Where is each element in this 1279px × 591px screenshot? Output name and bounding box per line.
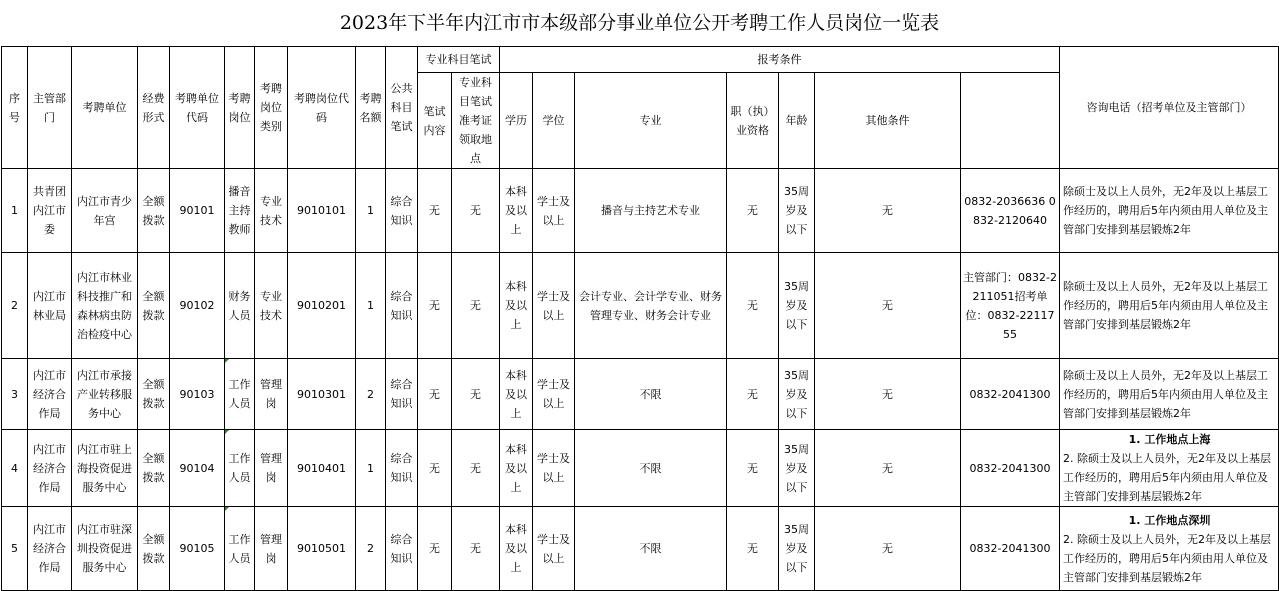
cell-education: 本科及以上 <box>500 359 533 430</box>
cell-degree: 学士及以上 <box>533 253 575 359</box>
cell-post-code: 9010401 <box>288 430 356 507</box>
cell-funding: 全额拨款 <box>138 169 170 253</box>
cell-education: 本科及以上 <box>500 430 533 507</box>
cell-ticket-place: 无 <box>452 430 500 507</box>
cell-age: 35周岁及以下 <box>779 507 815 591</box>
cell-unit: 内江市承接产业转移服务中心 <box>72 359 138 430</box>
cell-dept: 内江市经济合作局 <box>28 507 72 591</box>
remark-text: 除硕士及以上人员外，无2年及以上基层工作经历的，聘用后5年内须由用人单位及主管部门安排到基层锻炼2年 <box>1063 185 1268 236</box>
cell-degree: 学士及以上 <box>533 359 575 430</box>
header-education: 学历 <box>500 73 533 169</box>
cell-phone: 0832-2041300 <box>961 359 1060 430</box>
header-unit: 考聘单位 <box>72 47 138 169</box>
cell-exam-content: 无 <box>418 359 452 430</box>
cell-other: 无 <box>815 430 961 507</box>
cell-dept: 内江市经济合作局 <box>28 359 72 430</box>
cell-post: 播音主持教师 <box>225 169 255 253</box>
remark-title: 1. 工作地点深圳 <box>1128 513 1211 527</box>
cell-age: 35周岁及以下 <box>779 169 815 253</box>
header-post-type: 考聘岗位类别 <box>255 47 288 169</box>
cell-degree: 学士及以上 <box>533 169 575 253</box>
cell-public-exam: 综合知识 <box>386 359 418 430</box>
cell-ticket-place: 无 <box>452 253 500 359</box>
table-row <box>2 507 1279 591</box>
cell-funding: 全额拨款 <box>138 430 170 507</box>
cell-degree: 学士及以上 <box>533 430 575 507</box>
cell-post: 工作人员 <box>225 507 255 591</box>
cell-remark <box>1060 359 1279 430</box>
cell-seq: 3 <box>2 359 28 430</box>
cell-phone: 主管部门：0832-2211051招考单位：0832-2211755 <box>961 253 1060 359</box>
cell-qualification: 无 <box>727 507 779 591</box>
cell-age: 35周岁及以下 <box>779 430 815 507</box>
header-public-exam: 公共科目笔试 <box>386 47 418 169</box>
cell-major: 不限 <box>575 507 727 591</box>
remark-text: 2. 除硕士及以上人员外，无2年及以上基层工作经历的，聘用后5年内须由用人单位及主管部门安排到基层锻炼2年 <box>1063 452 1271 503</box>
cell-exam-content: 无 <box>418 253 452 359</box>
cell-dept: 内江市林业局 <box>28 253 72 359</box>
cell-exam-content: 无 <box>418 169 452 253</box>
cell-seq: 2 <box>2 253 28 359</box>
cell-major: 播音与主持艺术专业 <box>575 169 727 253</box>
cell-post-type: 管理岗 <box>255 430 288 507</box>
header-post-code: 考聘岗位代码 <box>288 47 356 169</box>
cell-unit-code: 90101 <box>170 169 225 253</box>
cell-quota: 1 <box>356 430 386 507</box>
cell-post-code: 9010201 <box>288 253 356 359</box>
cell-seq: 1 <box>2 169 28 253</box>
cell-unit: 内江市青少年宫 <box>72 169 138 253</box>
cell-post-code: 9010301 <box>288 359 356 430</box>
cell-seq: 4 <box>2 430 28 507</box>
cell-age: 35周岁及以下 <box>779 359 815 430</box>
cell-education: 本科及以上 <box>500 253 533 359</box>
cell-other: 无 <box>815 507 961 591</box>
header-exam-content: 笔试内容 <box>418 73 452 169</box>
cell-degree: 学士及以上 <box>533 507 575 591</box>
cell-age: 35周岁及以下 <box>779 253 815 359</box>
cell-unit-code: 90105 <box>170 507 225 591</box>
table-row <box>2 169 1279 253</box>
cell-exam-content: 无 <box>418 507 452 591</box>
cell-qualification: 无 <box>727 253 779 359</box>
header-pro-exam-group: 专业科目笔试 <box>418 47 500 73</box>
cell-qualification: 无 <box>727 359 779 430</box>
cell-quota: 1 <box>356 253 386 359</box>
cell-other: 无 <box>815 359 961 430</box>
cell-other: 无 <box>815 169 961 253</box>
header-phone: 咨询电话（招考单位及主管部门） <box>1060 47 1279 169</box>
header-other: 其他条件 <box>815 73 961 169</box>
cell-public-exam: 综合知识 <box>386 169 418 253</box>
cell-funding: 全额拨款 <box>138 359 170 430</box>
cell-major: 会计专业、会计学专业、财务管理专业、财务会计专业 <box>575 253 727 359</box>
positions-table <box>1 46 1279 591</box>
cell-other: 无 <box>815 253 961 359</box>
cell-post-code: 9010501 <box>288 507 356 591</box>
header-qualification: 职（执）业资格 <box>727 73 779 169</box>
cell-public-exam: 综合知识 <box>386 253 418 359</box>
header-seq: 序号 <box>2 47 28 169</box>
cell-dept: 内江市经济合作局 <box>28 430 72 507</box>
cell-public-exam: 综合知识 <box>386 430 418 507</box>
cell-education: 本科及以上 <box>500 169 533 253</box>
header-degree: 学位 <box>533 73 575 169</box>
cell-phone: 0832-2041300 <box>961 507 1060 591</box>
table-row <box>2 430 1279 507</box>
cell-post-type: 专业技术 <box>255 169 288 253</box>
cell-ticket-place: 无 <box>452 507 500 591</box>
cell-post-type: 管理岗 <box>255 507 288 591</box>
cell-funding: 全额拨款 <box>138 507 170 591</box>
header-funding: 经费形式 <box>138 47 170 169</box>
cell-quota: 1 <box>356 169 386 253</box>
remark-text: 2. 除硕士及以上人员外，无2年及以上基层工作经历的，聘用后5年内须由用人单位及主管部门安排到基层锻炼2年 <box>1063 532 1271 584</box>
cell-post-code: 9010101 <box>288 169 356 253</box>
cell-public-exam: 综合知识 <box>386 507 418 591</box>
cell-post-type: 专业技术 <box>255 253 288 359</box>
cell-exam-content: 无 <box>418 430 452 507</box>
cell-education: 本科及以上 <box>500 507 533 591</box>
cell-post: 工作人员 <box>225 430 255 507</box>
table-row <box>2 359 1279 430</box>
cell-ticket-place: 无 <box>452 169 500 253</box>
cell-unit-code: 90102 <box>170 253 225 359</box>
cell-phone: 0832-2036636 0832-2120640 <box>961 169 1060 253</box>
cell-major: 不限 <box>575 359 727 430</box>
cell-qualification: 无 <box>727 169 779 253</box>
cell-funding: 全额拨款 <box>138 253 170 359</box>
cell-qualification: 无 <box>727 430 779 507</box>
cell-quota: 2 <box>356 507 386 591</box>
cell-ticket-place: 无 <box>452 359 500 430</box>
remark-text: 除硕士及以上人员外，无2年及以上基层工作经历的，聘用后5年内须由用人单位及主管部门安排到基层锻炼2年 <box>1063 280 1268 331</box>
page-title: 2023年下半年内江市市本级部分事业单位公开考聘工作人员岗位一览表 <box>339 12 940 34</box>
header-major: 专业 <box>575 73 727 169</box>
remark-title: 1. 工作地点上海 <box>1128 433 1211 446</box>
header-post: 考聘岗位 <box>225 47 255 169</box>
header-ticket-place: 专业科目笔试准考证领取地点 <box>452 73 500 169</box>
cell-remark <box>1060 169 1279 253</box>
cell-dept: 共青团内江市委 <box>28 169 72 253</box>
cell-unit: 内江市林业科技推广和森林病虫防治检疫中心 <box>72 253 138 359</box>
cell-remark <box>1060 253 1279 359</box>
cell-phone: 0832-2041300 <box>961 430 1060 507</box>
header-requirements-group: 报考条件 <box>500 47 1060 73</box>
cell-seq: 5 <box>2 507 28 591</box>
table-row <box>2 253 1279 359</box>
cell-post-type: 管理岗 <box>255 359 288 430</box>
cell-remark <box>1060 507 1279 591</box>
header-dept: 主管部门 <box>28 47 72 169</box>
cell-quota: 2 <box>356 359 386 430</box>
remark-text: 除硕士及以上人员外，无2年及以上基层工作经历的，聘用后5年内须由用人单位及主管部门安排到基层锻炼2年 <box>1063 368 1268 420</box>
cell-unit-code: 90104 <box>170 430 225 507</box>
cell-post: 财务人员 <box>225 253 255 359</box>
header-age: 年龄 <box>779 73 815 169</box>
cell-remark <box>1060 430 1279 507</box>
cell-unit: 内江市驻深圳投资促进服务中心 <box>72 507 138 591</box>
cell-post: 工作人员 <box>225 359 255 430</box>
header-unit-code: 考聘单位代码 <box>170 47 225 169</box>
cell-unit-code: 90103 <box>170 359 225 430</box>
header-quota: 考聘名额 <box>356 47 386 169</box>
cell-unit: 内江市驻上海投资促进服务中心 <box>72 430 138 507</box>
cell-major: 不限 <box>575 430 727 507</box>
